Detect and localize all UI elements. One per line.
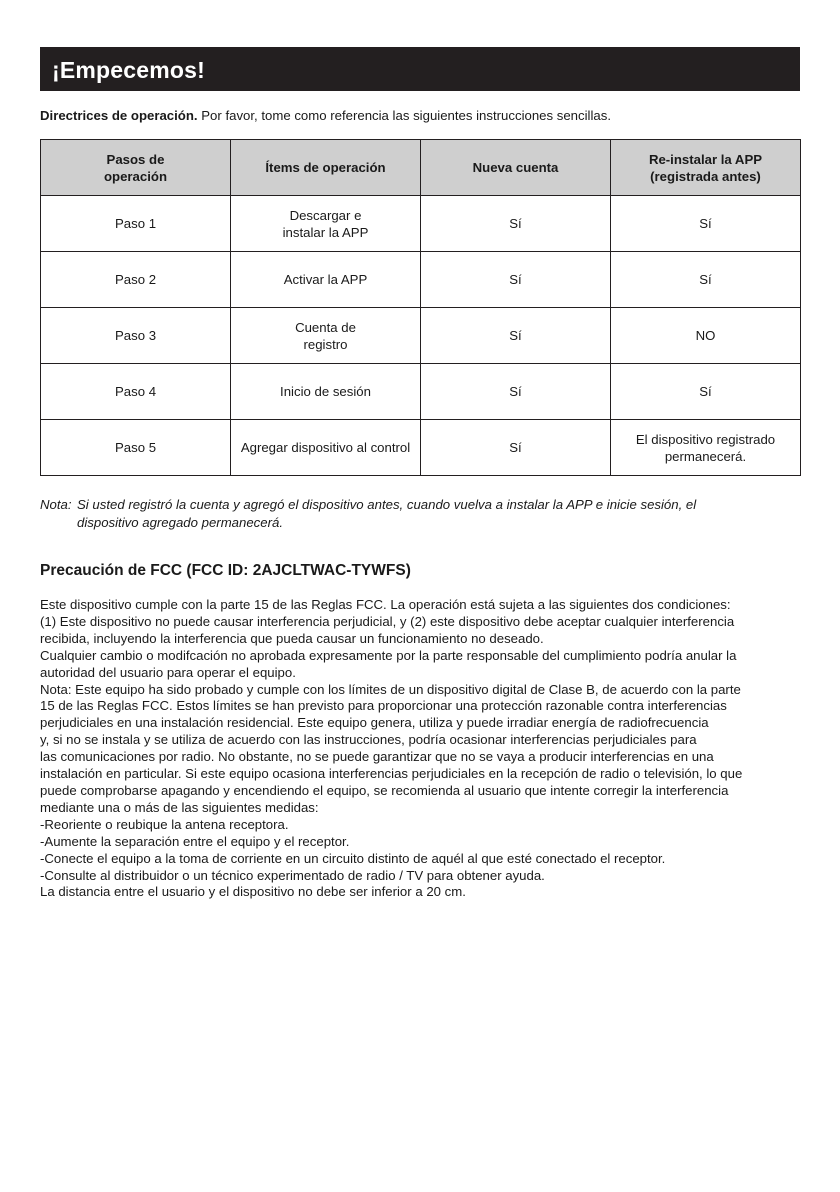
cell-item-line2: instalar la APP	[282, 224, 369, 240]
cell-reinstalar	[611, 420, 801, 476]
header-pasos	[41, 140, 231, 196]
header-items: Ítems de operación	[231, 140, 421, 196]
cell-reinstalar-line1: Sí	[699, 216, 712, 231]
table-row	[41, 364, 801, 420]
fcc-line: Nota: Este equipo ha sido probado y cumple con los límites de un dispositivo digital de Clase B, de acuerdo con la parte	[40, 681, 741, 697]
cell-paso: Paso 5	[41, 420, 231, 476]
note-line1: Si usted registró la cuenta y agregó el dispositivo antes, cuando vuelva a instalar la APP e inicie sesión, el	[77, 497, 697, 512]
header-reinstalar-line1: Re-instalar la APP	[648, 151, 763, 167]
fcc-line: perjudiciales en una instalación residencial. Este equipo genera, utiliza y puede irradiar energía de radiofrecuencia	[40, 715, 709, 731]
fcc-body	[40, 597, 810, 901]
fcc-line: instalación en particular. Si este equipo ocasiona interferencias perjudiciales en la recepción de radio o televisión, lo que	[40, 766, 743, 782]
fcc-line: recibida, incluyendo la interferencia que pueda causar un funcionamiento no deseado.	[40, 630, 544, 646]
cell-nueva: Sí	[421, 252, 611, 308]
intro-paragraph	[40, 107, 810, 125]
note-label: Nota:	[40, 497, 72, 512]
fcc-line: (1) Este dispositivo no puede causar interferencia perjudicial, y (2) este dispositivo debe aceptar cualquier interferencia	[40, 613, 735, 629]
header-pasos-line1: Pasos de	[106, 151, 165, 167]
cell-item	[231, 252, 421, 308]
cell-paso: Paso 1	[41, 196, 231, 252]
cell-paso: Paso 3	[41, 308, 231, 364]
header-nueva-cuenta: Nueva cuenta	[421, 140, 611, 196]
table-header-row	[41, 140, 801, 196]
table-row	[41, 252, 801, 308]
fcc-line: mediante una o más de las siguientes medidas:	[40, 799, 319, 815]
fcc-line: La distancia entre el usuario y el dispositivo no debe ser inferior a 20 cm.	[40, 884, 466, 900]
cell-reinstalar-line1: Sí	[699, 384, 712, 399]
table-row	[41, 196, 801, 252]
fcc-line: puede comprobarse apagando y encendiendo el equipo, se recomienda al usuario que intente corregir la interferencia	[40, 782, 729, 798]
fcc-line: -Aumente la separación entre el equipo y el receptor.	[40, 833, 350, 849]
cell-item-line1: Activar la APP	[283, 272, 368, 287]
cell-item-line2: registro	[303, 336, 348, 352]
cell-item-line1: Inicio de sesión	[280, 384, 371, 399]
page-title: ¡Empecemos!	[40, 47, 800, 91]
cell-paso: Paso 2	[41, 252, 231, 308]
table-row	[41, 420, 801, 476]
cell-item	[231, 196, 421, 252]
cell-item-line1: Cuenta de	[295, 319, 356, 335]
table-row	[41, 308, 801, 364]
fcc-line: y, si no se instala y se utiliza de acuerdo con las instrucciones, podría ocasionar interferencias perjudiciales para	[40, 732, 697, 748]
cell-item-line1: Descargar e	[289, 207, 362, 223]
fcc-line: 15 de las Reglas FCC. Estos límites se han previsto para proporcionar una protección razonable contra interferencias	[40, 698, 727, 714]
cell-nueva: Sí	[421, 420, 611, 476]
fcc-line: Este dispositivo cumple con la parte 15 de las Reglas FCC. La operación está sujeta a las siguientes dos condiciones:	[40, 597, 731, 612]
cell-reinstalar-line2: permanecerá.	[664, 448, 747, 464]
cell-item	[231, 420, 421, 476]
note-line2: dispositivo agregado permanecerá.	[77, 515, 283, 530]
fcc-line: -Conecte el equipo a la toma de corriente en un circuito distinto de aquél al que esté conectado el receptor.	[40, 850, 666, 866]
header-pasos-line2: operación	[103, 168, 168, 184]
header-reinstalar-line2: (registrada antes)	[650, 168, 761, 184]
cell-reinstalar-line1: NO	[695, 328, 716, 343]
fcc-title: Precaución de FCC (FCC ID: 2AJCLTWAC-TYWFS)	[40, 562, 411, 579]
table-note	[40, 496, 800, 532]
cell-reinstalar	[611, 364, 801, 420]
cell-item	[231, 308, 421, 364]
cell-item	[231, 364, 421, 420]
fcc-line: autoridad del usuario para operar el equipo.	[40, 664, 296, 680]
cell-reinstalar-line1: El dispositivo registrado	[635, 431, 776, 447]
cell-nueva: Sí	[421, 308, 611, 364]
cell-reinstalar	[611, 196, 801, 252]
fcc-line: -Reoriente o reubique la antena receptora.	[40, 816, 289, 832]
cell-reinstalar	[611, 308, 801, 364]
header-reinstalar	[611, 140, 801, 196]
cell-reinstalar	[611, 252, 801, 308]
intro-label: Directrices de operación.	[40, 108, 198, 123]
fcc-line: -Consulte al distribuidor o un técnico experimentado de radio / TV para obtener ayuda.	[40, 867, 545, 883]
fcc-line: Cualquier cambio o modifcación no aprobada expresamente por la parte responsable del cumplimiento podría anular la	[40, 647, 737, 663]
cell-nueva: Sí	[421, 196, 611, 252]
fcc-line: las comunicaciones por radio. No obstante, no se puede garantizar que no se vaya a producir interferencias en una	[40, 749, 714, 765]
cell-nueva: Sí	[421, 364, 611, 420]
operation-table	[40, 139, 801, 476]
cell-reinstalar-line1: Sí	[699, 272, 712, 287]
cell-paso: Paso 4	[41, 364, 231, 420]
cell-item-line1: Agregar dispositivo al control	[240, 440, 411, 455]
intro-text: Por favor, tome como referencia las siguientes instrucciones sencillas.	[197, 108, 611, 123]
